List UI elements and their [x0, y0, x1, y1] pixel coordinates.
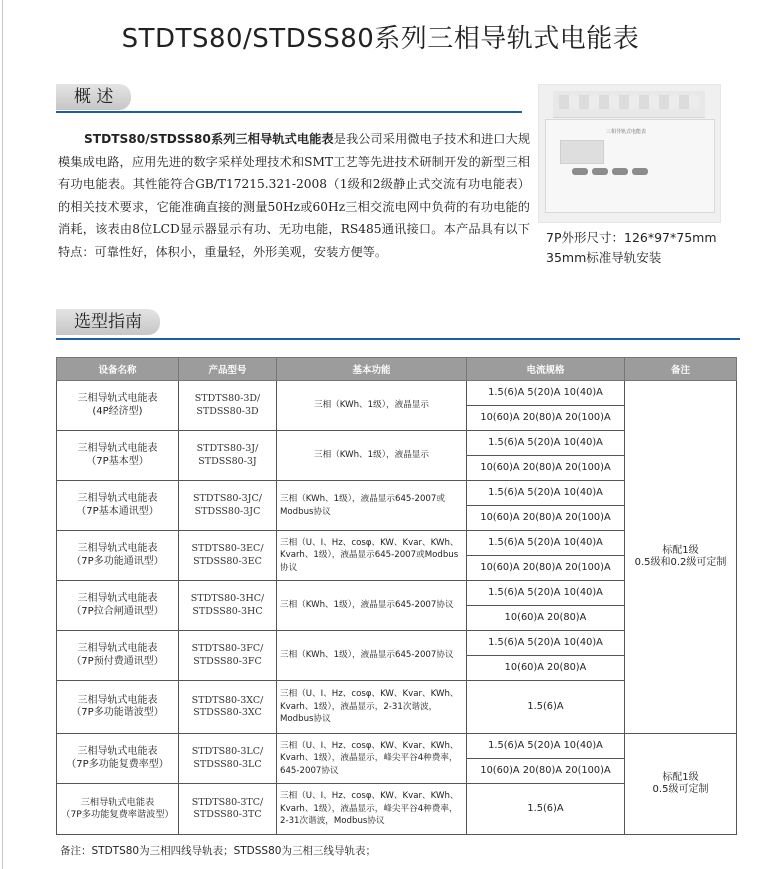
cell-model: [179, 431, 277, 481]
cell-function: 三相（KWh、1级），液晶显示645-2007或Modbus协议: [277, 481, 467, 531]
cell-current: 1.5(6)A 5(20)A 10(40)A: [467, 481, 625, 506]
remark-custom: 0.5级可定制: [652, 784, 709, 795]
selection-section-tab: 选型指南: [56, 309, 160, 335]
cell-device-name: [57, 734, 179, 784]
device-variant: （7P基本型）: [86, 455, 149, 467]
overview-text: 是我公司采用微电子技术和进口大规模集成电路，应用先进的数字采样处理技术和SMT工艺等先进技术研制开发的新型三相有功电能表。其性能符合GB/T17215.321-2008（1级和2级静止式交流有功电能表）的相关技术要求，它能准确直接的测量50Hz或60Hz三相交流电网中负荷的有功电能的消耗，该表由8位LCD显示器显示有功、无功电能，RS485通讯接口。本产品具有以下特点：可靠性好，体积小，重量轻，外形美观，安装方便等。: [58, 132, 531, 259]
cell-current: 1.5(6)A: [467, 784, 625, 835]
device-name: 三相导轨式电能表: [77, 543, 158, 554]
cell-device-name: [57, 784, 179, 835]
cell-function: 三相（U、I、Hz、cosφ、KW、Kvar、KWh、Kvarh、1级），液晶显示，2-31次谐波，Modbus协议: [277, 681, 467, 734]
device-variant: （7P多功能复费率型）: [66, 758, 169, 770]
model-4wire: STDTS80-3TC/: [191, 796, 264, 808]
meter-lcd-display: [560, 140, 604, 164]
page-edge-rule: [2, 0, 3, 869]
cell-current: 1.5(6)A 5(20)A 10(40)A: [467, 531, 625, 556]
header-remark: 备注: [625, 358, 737, 381]
device-name: 三相导轨式电能表: [77, 694, 158, 706]
model-4wire: STDTS80-3HC/: [190, 593, 265, 604]
meter-terminals: [559, 95, 699, 109]
device-name: 三相导轨式电能表: [77, 746, 158, 757]
model-4wire: STDTS80-3LC/: [191, 746, 264, 757]
cell-device-name: [57, 481, 179, 531]
cell-current: 1.5(6)A 5(20)A 10(40)A: [467, 631, 625, 656]
cell-device-name: [57, 381, 179, 431]
overview-lead: STDTS80/STDSS80系列三相导轨式电能表: [84, 132, 334, 146]
cell-model: [179, 734, 277, 784]
cell-device-name: [57, 581, 179, 631]
overview-divider: [56, 111, 522, 113]
cell-function: 三相（U、I、Hz、cosφ、KW、Kvar、KWh、Kvarh、1级），液晶显示，峰尖平谷4种费率，645-2007协议: [277, 734, 467, 784]
model-3wire: STDSS80-3EC: [193, 555, 262, 567]
dimensions-mount: 35mm标准导轨安装: [546, 250, 662, 265]
overview-paragraph: [58, 128, 530, 264]
model-3wire: STDSS80-3D: [196, 405, 259, 417]
cell-model: [179, 681, 277, 734]
device-variant: （7P多功能谐波型）: [71, 707, 164, 718]
cell-model: [179, 784, 277, 835]
cell-function: 三相（KWh、1级），液晶显示: [277, 381, 467, 431]
cell-current: 10(60)A 20(80)A 20(100)A: [467, 506, 625, 531]
cell-current: 1.5(6)A 5(20)A 10(40)A: [467, 381, 625, 406]
dimensions-size: 7P外形尺寸：126*97*75mm: [546, 230, 717, 245]
cell-function: 三相（KWh、1级），液晶显示645-2007协议: [277, 581, 467, 631]
model-4wire: STDTS80-3EC/: [191, 543, 264, 554]
model-3wire: STDSS80-3FC: [193, 655, 262, 667]
cell-remark-group1: [625, 381, 737, 734]
cell-current: 10(60)A 20(80)A: [467, 656, 625, 681]
table-row: [57, 381, 737, 406]
cell-model: [179, 531, 277, 581]
cell-current: 10(60)A 20(80)A: [467, 606, 625, 631]
remark-custom: 0.5级和0.2级可定制: [634, 557, 727, 568]
selection-divider: [56, 338, 740, 340]
header-model: 产品型号: [179, 358, 277, 381]
device-name: 三相导轨式电能表: [77, 643, 158, 654]
model-4wire: STDTS80-3XC/: [191, 694, 264, 706]
cell-device-name: [57, 531, 179, 581]
dimensions-caption: [546, 228, 717, 268]
meter-label: 三相导轨式电能表: [606, 129, 647, 135]
cell-current: 10(60)A 20(80)A 20(100)A: [467, 556, 625, 581]
header-current: 电流规格: [467, 358, 625, 381]
cell-device-name: [57, 431, 179, 481]
model-4wire: STDTS80-3JC/: [193, 493, 262, 504]
header-device-name: 设备名称: [57, 358, 179, 381]
cell-current: 1.5(6)A 5(20)A 10(40)A: [467, 431, 625, 456]
remark-standard: 标配1级: [662, 771, 699, 783]
device-variant: （7P多功能通讯型）: [71, 555, 164, 567]
model-3wire: STDSS80-3J: [198, 455, 257, 467]
remark-standard: 标配1级: [662, 544, 699, 556]
model-3wire: STDSS80-3TC: [193, 809, 262, 820]
device-name: 三相导轨式电能表: [77, 493, 158, 504]
device-variant: （7P基本通讯型）: [76, 505, 159, 517]
cell-function: 三相（KWh、1级），液晶显示: [277, 431, 467, 481]
cell-current: 10(60)A 20(80)A 20(100)A: [467, 406, 625, 431]
cell-function: 三相（U、I、Hz、cosφ、KW、Kvar、KWh、Kvarh、1级），液晶显示，峰尖平谷4种费率，2-31次谐波，Modbus协议: [277, 784, 467, 835]
meter-button-icon: [632, 168, 648, 175]
header-function: 基本功能: [277, 358, 467, 381]
model-4wire: STDTS80-3FC/: [191, 643, 264, 654]
cell-remark-group2: [625, 734, 737, 835]
cell-function: 三相（KWh、1级），液晶显示645-2007协议: [277, 631, 467, 681]
cell-current: 1.5(6)A 5(20)A 10(40)A: [467, 734, 625, 759]
cell-model: [179, 581, 277, 631]
cell-current: 10(60)A 20(80)A 20(100)A: [467, 759, 625, 784]
device-variant: （7P拉合闸通讯型）: [71, 605, 164, 617]
cell-model: [179, 381, 277, 431]
device-variant: (4P经济型): [92, 405, 143, 417]
model-3wire: STDSS80-3JC: [194, 505, 261, 517]
model-3wire: STDSS80-3LC: [193, 758, 262, 770]
selection-table: [56, 357, 737, 835]
model-3wire: STDSS80-3XC: [193, 707, 262, 718]
cell-model: [179, 481, 277, 531]
footnote: 备注：STDTS80为三相四线导轨表；STDSS80为三相三线导轨表；: [60, 845, 376, 857]
device-name: 三相导轨式电能表: [77, 593, 158, 604]
meter-button-icon: [592, 168, 608, 175]
cell-current: 10(60)A 20(80)A 20(100)A: [467, 456, 625, 481]
overview-section-tab: 概 述: [56, 84, 131, 110]
device-name: 三相导轨式电能表: [80, 796, 155, 808]
table-row: [57, 734, 737, 759]
cell-function: 三相（U、I、Hz、cosφ、KW、Kvar、KWh、Kvarh、1级），液晶显示645-2007或Modbus协议: [277, 531, 467, 581]
meter-button-icon: [612, 168, 628, 175]
model-4wire: STDTS80-3D/: [194, 393, 261, 404]
model-3wire: STDSS80-3HC: [192, 605, 263, 617]
model-4wire: STDTS80-3J/: [196, 443, 259, 454]
cell-model: [179, 631, 277, 681]
device-variant: （7P预付费通讯型）: [71, 655, 164, 667]
device-variant: （7P多功能复费率谐波型）: [61, 809, 174, 820]
table-header-row: [57, 358, 737, 381]
cell-device-name: [57, 631, 179, 681]
product-photo: [538, 84, 721, 223]
cell-device-name: [57, 681, 179, 734]
page-title: STDTS80/STDSS80系列三相导轨式电能表: [121, 24, 640, 54]
meter-front-panel: [545, 119, 715, 213]
cell-current: 1.5(6)A 5(20)A 10(40)A: [467, 581, 625, 606]
device-name: 三相导轨式电能表: [77, 443, 158, 454]
device-name: 三相导轨式电能表: [77, 393, 158, 404]
meter-button-icon: [572, 168, 588, 175]
cell-current: 1.5(6)A: [467, 681, 625, 734]
